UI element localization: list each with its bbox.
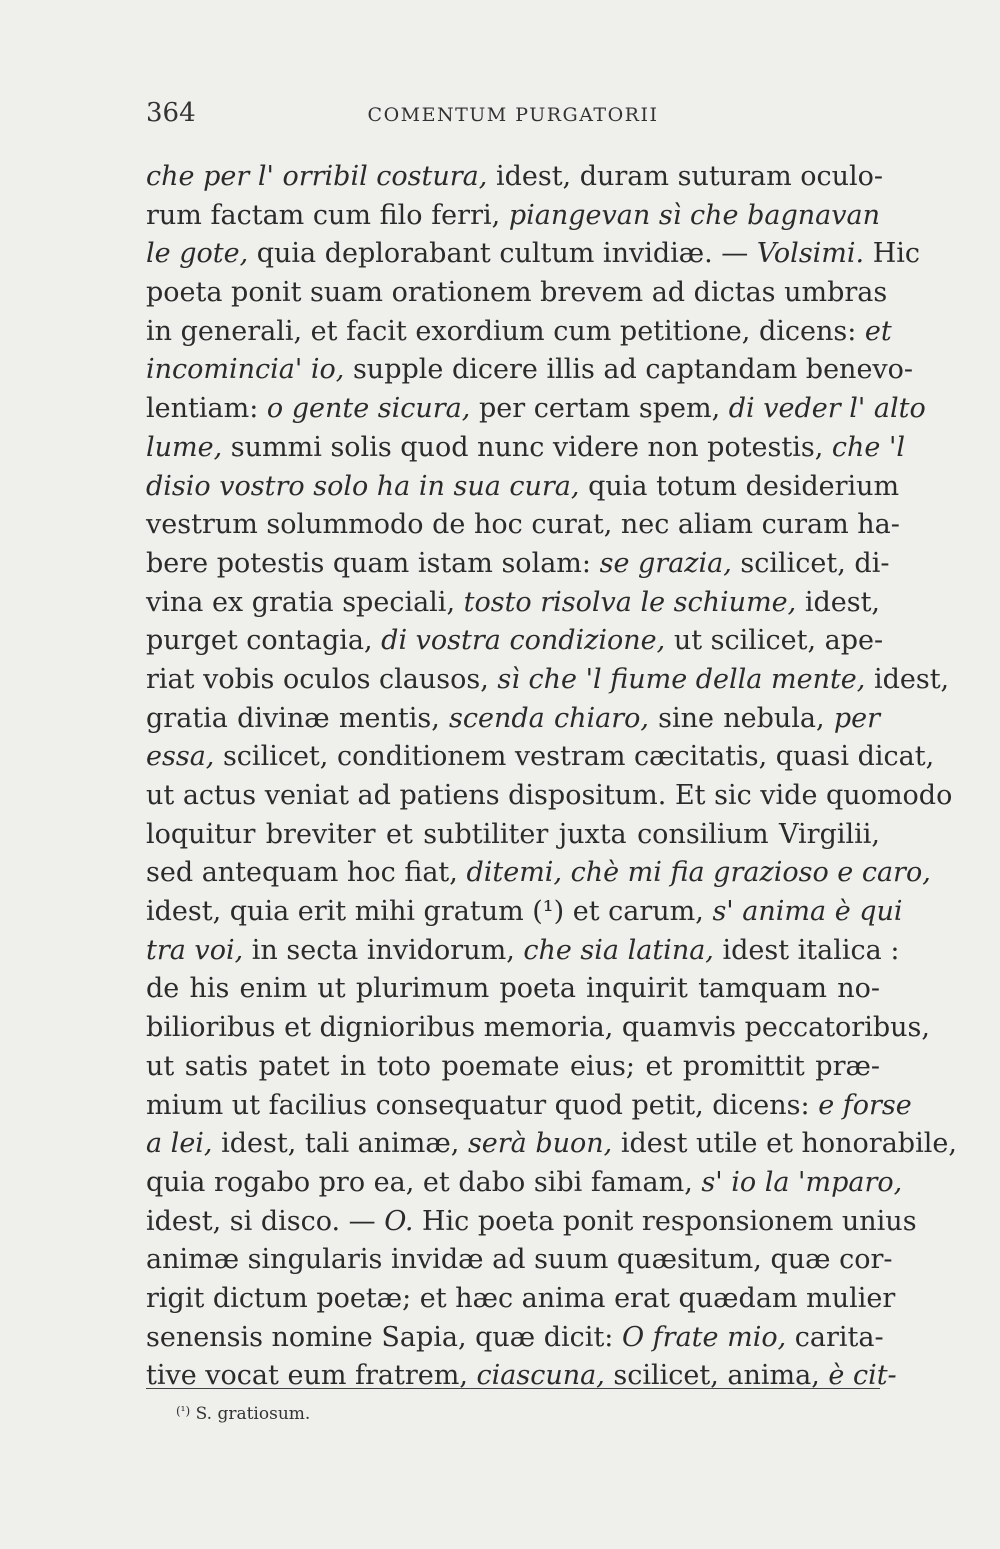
footnote-mark: (¹) [176,1404,191,1418]
italic-quote: O. [384,1205,422,1237]
running-title: COMENTUM PURGATORII [367,104,659,126]
text-line [146,738,935,777]
italic-quote: tra voi, [146,934,252,966]
text-segment: rigit dictum poetæ; et hæc anima erat quædam mulier [146,1282,896,1314]
footnote-rule [146,1388,880,1389]
text-segment: bere potestis quam istam solam: [146,547,600,579]
commentary-text [146,158,957,1396]
italic-quote: o gente sicura, [266,393,479,425]
text-line [146,545,890,584]
text-segment: ut actus veniat ad patiens dispositum. Et sic vide quomodo [146,780,953,811]
text-segment: in secta invidorum, [251,934,524,966]
text-line [146,1241,893,1280]
italic-quote: serà buon, [467,1128,621,1160]
italic-quote: piangevan sì che bagnavan [508,199,880,231]
text-segment: riat vobis oculos clausos, [146,663,498,695]
text-segment: loquitur breviter et subtiliter juxta consilium Virgilii, [146,818,880,850]
text-line [146,1357,897,1396]
text-segment: in generali, et facit exordium cum petitione, dicens: [146,315,865,347]
italic-quote: incomincia' io, [146,354,353,386]
text-segment: scilicet, anima, [613,1360,829,1392]
text-segment: per certam spem, [478,393,729,425]
italic-quote: ditemi, chè mi fia grazioso e caro, [466,857,931,889]
italic-quote: di vostra condizione, [381,625,674,657]
text-segment: gratia divinæ mentis, [146,702,449,734]
text-line [146,468,900,507]
italic-quote: che sia latina, [523,934,723,966]
text-line [146,816,880,855]
italic-quote: tosto risolva le schiume, [463,586,805,618]
text-line [146,235,921,274]
text-segment: idest, [804,586,881,618]
italic-quote: Volsimi. [756,238,873,270]
page-header [146,98,880,138]
text-line [146,390,926,429]
italic-quote: disio vostro solo ha in sua cura, [146,470,589,502]
text-line [146,1280,896,1319]
text-line [146,274,888,313]
text-line [146,158,884,197]
text-segment: quia totum desiderium [588,470,900,502]
text-line [146,1164,903,1203]
text-segment: vestrum solummodo de hoc curat, nec aliam curam ha- [146,509,900,541]
italic-quote: et [864,315,892,347]
italic-quote: e forse [818,1089,912,1121]
text-line [146,351,914,390]
text-line [146,932,900,971]
text-segment: mium ut facilius consequatur quod petit, dicens: [146,1089,819,1121]
text-line [146,622,884,661]
italic-quote: se grazia, [599,547,741,579]
italic-quote: a lei, [146,1128,222,1160]
text-segment: senensis nomine Sapia, quæ dicit: [146,1321,622,1353]
text-segment: idest, si disco. — [146,1205,385,1237]
italic-quote: ciascuna, [476,1360,614,1392]
text-segment: summi solis quod nunc videre non potestis, [230,431,832,463]
text-segment: purget contagia, [146,625,382,657]
italic-quote: s' anima è qui [712,896,903,928]
text-segment: Hic poeta ponit responsionem unius [422,1205,917,1237]
text-segment: quia deplorabant cultum invidiæ. — [256,238,757,270]
text-line [146,1009,930,1048]
text-segment: scilicet, conditionem vestram cæcitatis, quasi dicat, [222,741,935,773]
text-segment: rum factam cum filo ferri, [146,199,509,231]
text-line [146,661,950,700]
text-line [146,1048,880,1087]
text-segment: idest, duram suturam oculo- [495,161,884,192]
italic-quote: O frate mio, [621,1321,795,1353]
text-segment: ut satis patet in toto poemate eius; et promittit præ- [146,1050,880,1082]
text-line [146,970,880,1009]
text-line [146,506,900,545]
text-line [146,313,892,352]
text-segment: sine nebula, [658,702,834,734]
italic-quote: che per l' orribil costura, [146,161,496,192]
italic-quote: le gote, [146,238,257,270]
italic-quote: lume, [146,431,231,463]
text-line [146,1319,884,1358]
italic-quote: di veder l' alto [728,393,926,425]
text-segment: ut scilicet, ape- [673,625,884,657]
text-segment: idest, quia erit mihi gratum (¹) et carum, [146,896,713,928]
italic-quote: per [833,702,880,734]
text-segment: lentiam: [146,393,267,425]
text-segment: sed antequam hoc fiat, [146,857,467,889]
text-line [146,1125,957,1164]
text-segment: animæ singularis invidæ ad suum quæsitum, quæ cor- [146,1244,893,1276]
text-segment: poeta ponit suam orationem brevem ad dictas umbras [146,277,888,309]
text-line [146,893,903,932]
page-number: 364 [146,98,196,128]
italic-quote: è cit- [828,1360,897,1392]
text-segment: supple dicere illis ad captandam benevo- [352,354,914,386]
text-segment: idest italica : [722,934,900,966]
text-segment: idest utile et honorabile, [620,1128,957,1160]
italic-quote: essa, [146,741,223,773]
text-line [146,777,953,816]
italic-quote: che 'l [831,431,906,463]
text-segment: idest, [873,663,950,695]
footnote-text: S. gratiosum. [195,1404,311,1424]
text-line [146,197,880,236]
text-segment: Hic [872,238,921,270]
text-segment: vina ex gratia speciali, [146,586,464,618]
text-line [146,1203,917,1242]
text-segment: quia rogabo pro ea, et dabo sibi famam, [146,1166,702,1198]
text-segment: idest, tali animæ, [221,1128,468,1160]
italic-quote: s' io la 'mparo, [701,1166,903,1198]
text-line [146,1087,912,1126]
italic-quote: scenda chiaro, [449,702,659,734]
text-segment: scilicet, di- [740,547,890,579]
text-line [146,429,906,468]
text-segment: bilioribus et dignioribus memoria, quamvis peccatoribus, [146,1012,930,1044]
text-segment: tive vocat eum fratrem, [146,1360,477,1392]
text-segment: carita- [794,1321,884,1353]
text-segment: de his enim ut plurimum poeta inquirit tamquam no- [146,973,880,1005]
text-line [146,584,880,623]
footnote [176,1404,310,1424]
italic-quote: sì che 'l fiume della mente, [497,663,874,695]
text-line [146,700,880,739]
text-line [146,854,931,893]
